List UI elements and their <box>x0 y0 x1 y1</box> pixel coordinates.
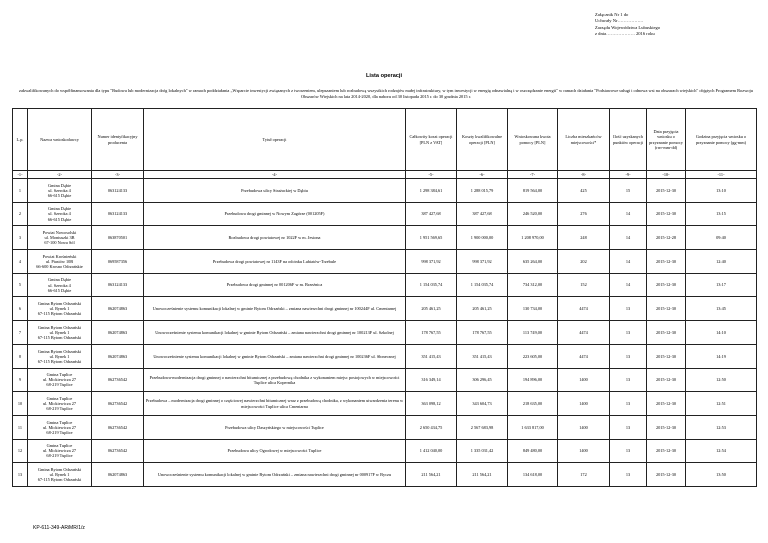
operation-title: Unowocześnienie systemu komunikacji lokalnej w gminie Bytom Odrzański – zmiana nawierzchni drogi gminnej nr 000917F w Byczu <box>144 463 406 487</box>
eligible-cost: 205 461,25 <box>457 297 508 321</box>
column-header: Wnioskowana kwota pomocy [PLN] <box>508 109 558 171</box>
column-number: -9- <box>610 171 647 179</box>
table-row <box>13 344 757 368</box>
points: 13 <box>610 321 647 345</box>
submission-date: 2015-12-30 <box>647 250 686 274</box>
applicant-cell <box>28 226 92 250</box>
column-header: Ilość uzyskanych punktów operacji <box>610 109 647 171</box>
producer-id: 063124133 <box>92 202 144 226</box>
row-number: 4 <box>13 250 28 274</box>
eligible-cost: 1 900 000,00 <box>457 226 508 250</box>
column-number: -8- <box>558 171 610 179</box>
requested-aid: 130 734,00 <box>508 297 558 321</box>
residents-count: 172 <box>558 463 610 487</box>
row-number: 5 <box>13 273 28 297</box>
residents-count: 4474 <box>558 344 610 368</box>
applicant-line: Gmina Tuplice <box>46 443 73 449</box>
total-cost: 1 154 035,74 <box>406 273 457 297</box>
total-cost: 178 767,55 <box>406 321 457 345</box>
submission-date: 2015-12-30 <box>647 368 686 392</box>
residents-count: 1400 <box>558 439 610 463</box>
table-row <box>13 273 757 297</box>
residents-count: 248 <box>558 226 610 250</box>
submission-time: 13:10 <box>686 179 757 203</box>
applicant-line: Gmina Bytom Odrzański <box>37 466 82 472</box>
intro-paragraph: zakwalifikowanych do współfinansowania dla typu "Budowa lub modernizacja dróg lokalnych" w ramach poddziałania „Wsparcie inwestycji związanych z tworzeniem, ulepszaniem lub rozbudową wszystkich rodzajów małej infrastruktury, w tym inwestycji w energię odnawialną i w oszczędzanie energii" w ramach działania "Podstawowe usługi i odnowa wsi na obszarach wiejskich" objętych Programem Rozwoju Obszarów Wiejskich na lata 2014-2020, dla naboru od 30 listopada 2015 r. do 30 grudnia 2015 r. <box>19 88 753 100</box>
annex-header-line: Załącznik Nr 1 do <box>595 12 629 17</box>
total-cost: 1 951 569,65 <box>406 226 457 250</box>
table-row <box>13 297 757 321</box>
eligible-cost: 178 767,55 <box>457 321 508 345</box>
column-number: -11- <box>686 171 757 179</box>
total-cost: 205 461,25 <box>406 297 457 321</box>
points: 13 <box>610 344 647 368</box>
applicant-cell <box>28 273 92 297</box>
submission-time: 13:15 <box>686 202 757 226</box>
applicant-line: ul. Moniuszki 3B <box>44 235 75 241</box>
submission-date: 2015-12-30 <box>647 463 686 487</box>
submission-time: 14:19 <box>686 344 757 368</box>
applicant-line: 68-219 Tuplice <box>46 429 73 435</box>
producer-id: 062736542 <box>92 415 144 439</box>
applicant-line: Gmina Dąbie <box>47 182 72 188</box>
applicant-cell <box>28 321 92 345</box>
applicant-line: 68-219 Tuplice <box>46 453 73 459</box>
column-number: -7- <box>508 171 558 179</box>
requested-aid: 218 635,00 <box>508 392 558 416</box>
applicant-line: ul. Mickiewicza 27 <box>42 400 77 406</box>
column-number: -6- <box>457 171 508 179</box>
applicant-cell <box>28 179 92 203</box>
applicant-line: 66-600 Krosno Odrzańskie <box>36 263 83 269</box>
applicant-line: ul. Rynek 1 <box>49 353 70 359</box>
requested-aid: 194 896,00 <box>508 368 558 392</box>
table-row <box>13 321 757 345</box>
annex-header-line: Uchwały Nr…………….. <box>595 18 643 24</box>
column-header: Godzina przyjęcia wniosku o przyznanie pomocy (gg-mm) <box>686 109 757 171</box>
applicant-line: Gmina Bytom Odrzański <box>37 348 82 354</box>
column-number: -10- <box>647 171 686 179</box>
eligible-cost: 351 415,43 <box>457 344 508 368</box>
annex-header-line: z dnia………………. 2016 roku <box>595 31 655 37</box>
requested-aid: 849 480,00 <box>508 439 558 463</box>
operation-title: Przebudowa ulicy Daszyńskiego w miejscowości Tuplice <box>144 415 406 439</box>
requested-aid: 113 749,00 <box>508 321 558 345</box>
submission-time: 09:40 <box>686 226 757 250</box>
applicant-line: 68-219 Tuplice <box>46 406 73 412</box>
total-cost: 2 650 434,75 <box>406 415 457 439</box>
points: 14 <box>610 273 647 297</box>
document-code: KP-611-349-ARiMR/1/z <box>33 525 85 531</box>
total-cost: 387 427,68 <box>406 202 457 226</box>
row-number: 7 <box>13 321 28 345</box>
producer-id: 063124133 <box>92 179 144 203</box>
applicant-line: 67-115 Bytom Odrzański <box>37 335 82 341</box>
applicant-line: ul. Rynek 1 <box>49 306 70 312</box>
table-row <box>13 439 757 463</box>
applicant-cell <box>28 415 92 439</box>
producer-id: 062074863 <box>92 344 144 368</box>
eligible-cost: 343 604,73 <box>457 392 508 416</box>
points: 13 <box>610 439 647 463</box>
table-row <box>13 368 757 392</box>
submission-date: 2015-12-30 <box>647 202 686 226</box>
total-cost: 363 098,12 <box>406 392 457 416</box>
points: 13 <box>610 297 647 321</box>
points: 13 <box>610 392 647 416</box>
submission-date: 2015-12-30 <box>647 179 686 203</box>
total-cost: 1 412 040,00 <box>406 439 457 463</box>
operation-title: Przebudowa-modernizacja drogi gminnej o nawierzchni bitumicznej z przebudową chodnika z wykonaniem miejsc postojowych w miejscowości Tuplice ulica Kopernika <box>144 368 406 392</box>
producer-id: 062074863 <box>92 463 144 487</box>
producer-id: 062736542 <box>92 439 144 463</box>
applicant-line: 67-115 Bytom Odrzański <box>37 358 82 364</box>
applicant-line: Gmina Dąbie <box>47 206 72 212</box>
applicant-line: 67-115 Bytom Odrzański <box>37 311 82 317</box>
eligible-cost: 2 567 683,98 <box>457 415 508 439</box>
row-number: 9 <box>13 368 28 392</box>
eligible-cost: 306 296,45 <box>457 368 508 392</box>
operation-title: Przebudowa drogi gminnej nr 001206F w m. Brzeźnica <box>144 273 406 297</box>
submission-date: 2015-12-30 <box>647 321 686 345</box>
annex-header-line: Zarządu Województwa Lubuskiego <box>595 24 661 30</box>
residents-count: 276 <box>558 202 610 226</box>
row-number: 3 <box>13 226 28 250</box>
operation-title: Rozbudowa drogi powiatowej nr 1022F w m. Jesiona <box>144 226 406 250</box>
row-number: 10 <box>13 392 28 416</box>
producer-id: 063124133 <box>92 273 144 297</box>
applicant-line: ul. Mickiewicza 27 <box>42 377 77 383</box>
column-header: Numer identyfikacyjny producenta <box>92 109 144 171</box>
row-number: 12 <box>13 439 28 463</box>
applicant-line: 66-615 Dąbie <box>47 192 72 198</box>
table-row <box>13 392 757 416</box>
submission-time: 12:50 <box>686 368 757 392</box>
producer-id: 062074863 <box>92 297 144 321</box>
applicant-line: Gmina Bytom Odrzański <box>37 324 82 330</box>
submission-date: 2015-12-30 <box>647 392 686 416</box>
submission-time: 13:50 <box>686 463 757 487</box>
producer-id: 062736542 <box>92 392 144 416</box>
submission-time: 13:45 <box>686 297 757 321</box>
applicant-cell <box>28 392 92 416</box>
column-number-row <box>13 171 757 179</box>
row-number: 13 <box>13 463 28 487</box>
points: 14 <box>610 226 647 250</box>
column-header: Nazwa wnioskodawcy <box>28 109 92 171</box>
applicant-cell <box>28 368 92 392</box>
residents-count: 202 <box>558 250 610 274</box>
row-number: 6 <box>13 297 28 321</box>
residents-count: 4474 <box>558 297 610 321</box>
submission-time: 13:17 <box>686 273 757 297</box>
row-number: 11 <box>13 415 28 439</box>
operation-title: Unowocześnienie systemu komunikacji lokalnej w gminie Bytom Odrzański – zmiana nawierzchni drogi gminnej nr 100236F ul. Słonecznej <box>144 344 406 368</box>
applicant-line: Gmina Bytom Odrzański <box>37 301 82 307</box>
applicant-line: Powiat Krośnieński <box>42 253 77 259</box>
residents-count: 1400 <box>558 392 610 416</box>
total-cost: 351 415,43 <box>406 344 457 368</box>
applicant-line: Gmina Dąbie <box>47 277 72 283</box>
requested-aid: 246 520,00 <box>508 202 558 226</box>
operation-title: Przebudowa ulicy Ogrodowej w miejscowości Tuplice <box>144 439 406 463</box>
requested-aid: 134 618,00 <box>508 463 558 487</box>
column-header: Liczba mieszkańców miejscowości* <box>558 109 610 171</box>
applicant-line: 67-100 Nowa Sól <box>44 240 75 246</box>
table-row <box>13 226 757 250</box>
residents-count: 1400 <box>558 415 610 439</box>
row-number: 2 <box>13 202 28 226</box>
column-number: -5- <box>406 171 457 179</box>
producer-id: 069587356 <box>92 250 144 274</box>
submission-time: 12:51 <box>686 392 757 416</box>
requested-aid: 819 564,00 <box>508 179 558 203</box>
row-number: 1 <box>13 179 28 203</box>
submission-time: 12:54 <box>686 439 757 463</box>
requested-aid: 734 312,00 <box>508 273 558 297</box>
points: 14 <box>610 250 647 274</box>
column-number: -2- <box>28 171 92 179</box>
column-number: -4- <box>144 171 406 179</box>
eligible-cost: 1 154 035,74 <box>457 273 508 297</box>
applicant-cell <box>28 202 92 226</box>
total-cost: 211 564,21 <box>406 463 457 487</box>
row-number: 8 <box>13 344 28 368</box>
eligible-cost: 998 371,92 <box>457 250 508 274</box>
column-header: Całkowity koszt operacji [PLN z VAT] <box>406 109 457 171</box>
applicant-line: Powiat Nowosolski <box>42 230 77 236</box>
applicant-line: Gmina Tuplice <box>46 372 73 378</box>
table-row <box>13 202 757 226</box>
table-row <box>13 179 757 203</box>
column-number: -1- <box>13 171 28 179</box>
points: 13 <box>610 463 647 487</box>
operation-title: Unowocześnienie systemu komunikacji lokalnej w gminie Bytom Odrzański – zmiana nawierzchni drogi gminnej nr 100213F ul. Szkolnej <box>144 321 406 345</box>
applicant-cell <box>28 439 92 463</box>
points: 13 <box>610 368 647 392</box>
operations-table <box>12 108 757 487</box>
applicant-line: Gmina Tuplice <box>46 395 73 401</box>
submission-time: 14:10 <box>686 321 757 345</box>
eligible-cost: 1 288 015,79 <box>457 179 508 203</box>
points: 14 <box>610 202 647 226</box>
document-title: Lista operacji <box>365 73 403 79</box>
requested-aid: 223 605,00 <box>508 344 558 368</box>
column-header: Koszty kwalifikowalne operacji [PLN] <box>457 109 508 171</box>
residents-count: 4474 <box>558 321 610 345</box>
header-row <box>13 109 757 171</box>
producer-id: 063870501 <box>92 226 144 250</box>
applicant-line: ul. Szeroka 4 <box>48 282 71 288</box>
producer-id: 062736542 <box>92 368 144 392</box>
submission-date: 2015-12-30 <box>647 297 686 321</box>
column-number: -3- <box>92 171 144 179</box>
applicant-cell <box>28 344 92 368</box>
applicant-line: ul. Mickiewicza 27 <box>42 448 77 454</box>
submission-time: 12:40 <box>686 250 757 274</box>
residents-count: 425 <box>558 179 610 203</box>
table-row <box>13 415 757 439</box>
requested-aid: 1 633 817,00 <box>508 415 558 439</box>
submission-date: 2015-12-30 <box>647 439 686 463</box>
points: 15 <box>610 179 647 203</box>
operation-title: Przebudowa – modernizacja drogi gminnej o częściowej nawierzchni bitumicznej wraz z przebudową chodnika, z wykonaniem utwardzenia terenu w miejscowości Tuplice ulica Cmentarna <box>144 392 406 416</box>
table-body <box>13 179 757 487</box>
total-cost: 998 371,92 <box>406 250 457 274</box>
eligible-cost: 387 427,68 <box>457 202 508 226</box>
applicant-line: Gmina Tuplice <box>46 419 73 425</box>
total-cost: 1 298 384,61 <box>406 179 457 203</box>
applicant-line: 67-115 Bytom Odrzański <box>37 477 82 483</box>
operation-title: Unowocześnienie systemu komunikacji lokalnej w gminie Bytom Odrzański – zmiana nawierzchni drogi gminnej nr 100244F ul. Cmentarnej <box>144 297 406 321</box>
submission-date: 2015-12-28 <box>647 226 686 250</box>
applicant-line: ul. Rynek 1 <box>49 329 70 335</box>
column-header: Tytuł operacji <box>144 109 406 171</box>
applicant-line: ul. Piastów 10B <box>45 258 74 264</box>
applicant-cell <box>28 297 92 321</box>
table-row <box>13 463 757 487</box>
operation-title: Przebudowa drogi powiatowej nr 1143F na odcinku Lubiatów-Trzebule <box>144 250 406 274</box>
requested-aid: 1 208 970,00 <box>508 226 558 250</box>
applicant-line: ul. Szeroka 4 <box>48 211 71 217</box>
applicant-line: ul. Rynek 1 <box>49 472 70 478</box>
requested-aid: 635 264,00 <box>508 250 558 274</box>
total-cost: 316 349,14 <box>406 368 457 392</box>
applicant-cell <box>28 250 92 274</box>
eligible-cost: 1 335 031,42 <box>457 439 508 463</box>
applicant-cell <box>28 463 92 487</box>
operation-title: Przebudowa ulicy Strażackiej w Dąbiu <box>144 179 406 203</box>
residents-count: 1400 <box>558 368 610 392</box>
submission-date: 2015-12-30 <box>647 415 686 439</box>
column-header: L.p. <box>13 109 28 171</box>
applicant-line: 66-615 Dąbie <box>47 287 72 293</box>
residents-count: 152 <box>558 273 610 297</box>
operation-title: Przebudowa drogi gminnej w Nowym Zagórze (001205F) <box>144 202 406 226</box>
submission-date: 2015-12-30 <box>647 344 686 368</box>
eligible-cost: 211 564,21 <box>457 463 508 487</box>
submission-date: 2015-12-30 <box>647 273 686 297</box>
producer-id: 062074863 <box>92 321 144 345</box>
annex-header <box>595 12 660 38</box>
column-header: Data przyjęcia wniosku o przyznanie pomocy (rrrr-mm-dd) <box>647 109 686 171</box>
points: 13 <box>610 415 647 439</box>
applicant-line: ul. Mickiewicza 27 <box>42 424 77 430</box>
applicant-line: 66-615 Dąbie <box>47 216 72 222</box>
submission-time: 12:53 <box>686 415 757 439</box>
applicant-line: ul. Szeroka 4 <box>48 187 71 193</box>
table-row <box>13 250 757 274</box>
applicant-line: 68-219 Tuplice <box>46 382 73 388</box>
